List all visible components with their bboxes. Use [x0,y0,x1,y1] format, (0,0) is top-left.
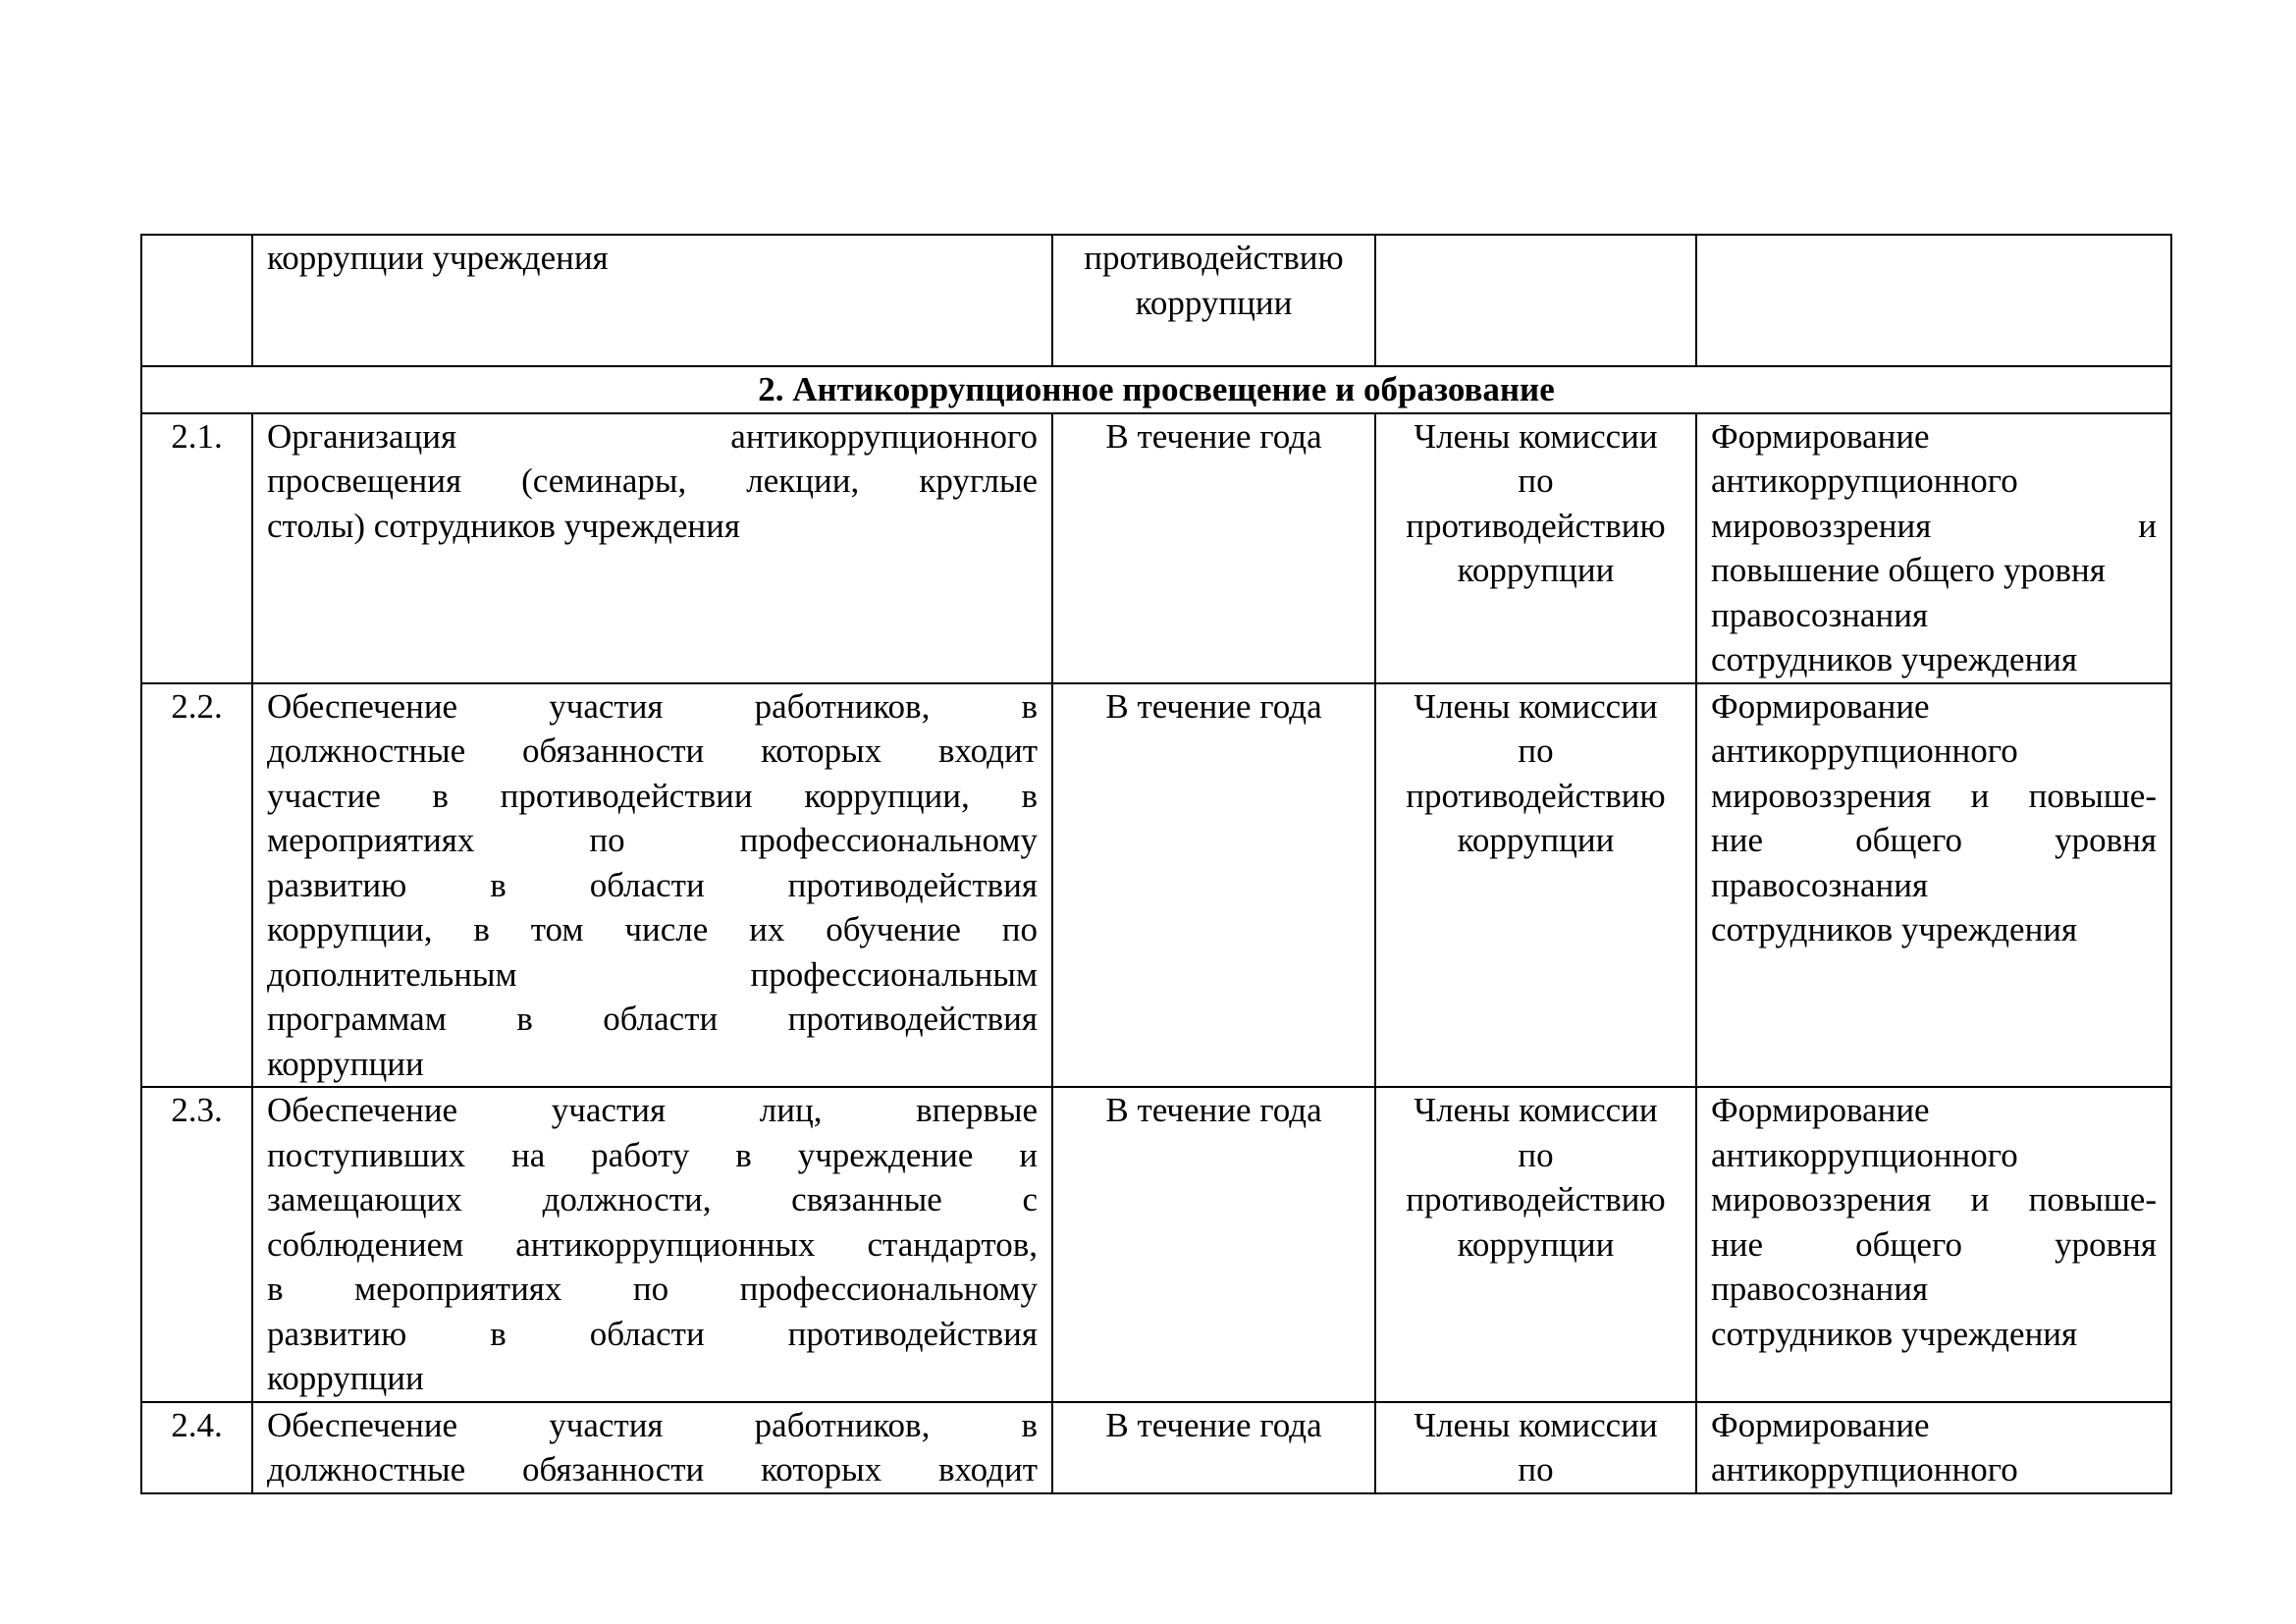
responsible-line: коррупции [1457,821,1615,859]
cell-description [252,413,1052,683]
result-line: мировоззрения и [1711,506,2157,545]
cell-result [1696,1402,2171,1493]
cell-description [252,235,1052,366]
cell-result [1696,413,2171,683]
table-row [141,683,2171,1088]
cell-description [252,1087,1052,1402]
term-line: коррупции [1135,283,1293,322]
result-line: правосознания [1711,595,1929,634]
description-line: замещающих должности, связанные с [267,1180,1038,1218]
responsible-line: противодействию [1406,1180,1666,1218]
description-line: коррупции, в том числе их обучение по [267,910,1038,948]
result-line: ние общего уровня [1711,1224,2157,1264]
description-line: коррупции учреждения [267,239,609,277]
responsible-line: Члены комиссии [1414,416,1658,456]
description-line: столы) сотрудников учреждения [267,506,740,545]
result-line: антикоррупционного [1711,1135,2018,1174]
result-line: антикоррупционного [1711,731,2018,770]
description-line: Обеспечение участия работников, в [267,1405,1038,1444]
result-line: антикоррупционного [1711,461,2018,500]
table-row-continuation [141,235,2171,366]
result-line: повышение общего уровня [1711,551,2106,589]
cell-result [1696,235,2171,366]
cell-responsible [1375,235,1696,366]
result-line: Формирование [1711,416,1930,456]
cell-number [141,235,252,366]
responsible-line: по [1518,1450,1554,1489]
description-line: коррупции [267,1044,424,1083]
description-line: коррупции [267,1359,424,1397]
section-header-row [141,366,2171,413]
responsible-line: Члены комиссии [1414,686,1658,726]
responsible-line: противодействию [1406,506,1666,545]
cell-number: 2.1. [141,413,252,683]
result-line: правосознания [1711,865,1929,904]
description-line: должностные обязанности которых входит [267,731,1038,770]
responsible-line: коррупции [1457,551,1615,589]
responsible-line: Члены комиссии [1414,1091,1658,1129]
result-line: мировоззрения и повыше- [1711,1180,2157,1218]
description-line: дополнительным профессиональным [267,954,1038,994]
description-line: мероприятиях по профессиональному [267,821,1038,859]
responsible-line: по [1518,1135,1554,1174]
responsible-line: коррупции [1457,1224,1615,1264]
cell-term: В течение года [1052,413,1375,683]
description-line: развитию в области противодействия [267,865,1038,904]
responsible-line: по [1518,461,1554,500]
result-line: Формирование [1711,1405,1930,1444]
description-line: просвещения (семинары, лекции, круглые [267,461,1038,500]
result-line: антикоррупционного [1711,1450,2018,1489]
description-line: соблюдением антикоррупционных стандартов, [267,1224,1038,1264]
cell-result [1696,1087,2171,1402]
section-title: 2. Антикоррупционное просвещение и образование [141,366,2171,413]
cell-responsible [1375,1087,1696,1402]
description-line: Обеспечение участия работников, в [267,686,1038,726]
description-line: программам в области противодействия [267,1000,1038,1038]
result-line: правосознания [1711,1270,1929,1308]
cell-term [1052,235,1375,366]
cell-result [1696,683,2171,1088]
responsible-line: Члены комиссии [1414,1405,1658,1444]
description-line: должностные обязанности которых входит [267,1450,1038,1489]
result-line: Формирование [1711,686,1930,726]
description-line: Обеспечение участия лиц, впервые [267,1091,1038,1129]
responsible-line: противодействию [1406,776,1666,815]
result-line: сотрудников учреждения [1711,640,2078,678]
description-line: в мероприятиях по профессиональному [267,1270,1038,1308]
responsible-line: по [1518,731,1554,770]
description-line: участие в противодействии коррупции, в [267,776,1038,815]
anticorruption-plan-table [140,234,2172,1494]
table-row [141,1402,2171,1493]
cell-responsible [1375,1402,1696,1493]
table-row [141,413,2171,683]
result-line: сотрудников учреждения [1711,1314,2078,1353]
cell-term: В течение года [1052,1402,1375,1493]
cell-term: В течение года [1052,1087,1375,1402]
term-line: противодействию [1084,239,1344,277]
cell-responsible [1375,413,1696,683]
description-line: Организация антикоррупционного [267,416,1038,456]
cell-description [252,683,1052,1088]
result-line: ние общего уровня [1711,821,2157,859]
cell-description [252,1402,1052,1493]
cell-term: В течение года [1052,683,1375,1088]
description-line: развитию в области противодействия [267,1314,1038,1353]
cell-number: 2.2. [141,683,252,1088]
result-line: мировоззрения и повыше- [1711,776,2157,815]
cell-number: 2.4. [141,1402,252,1493]
cell-number: 2.3. [141,1087,252,1402]
description-line: поступивших на работу в учреждение и [267,1135,1038,1174]
result-line: сотрудников учреждения [1711,910,2078,948]
cell-responsible [1375,683,1696,1088]
result-line: Формирование [1711,1091,1930,1129]
table-row [141,1087,2171,1402]
